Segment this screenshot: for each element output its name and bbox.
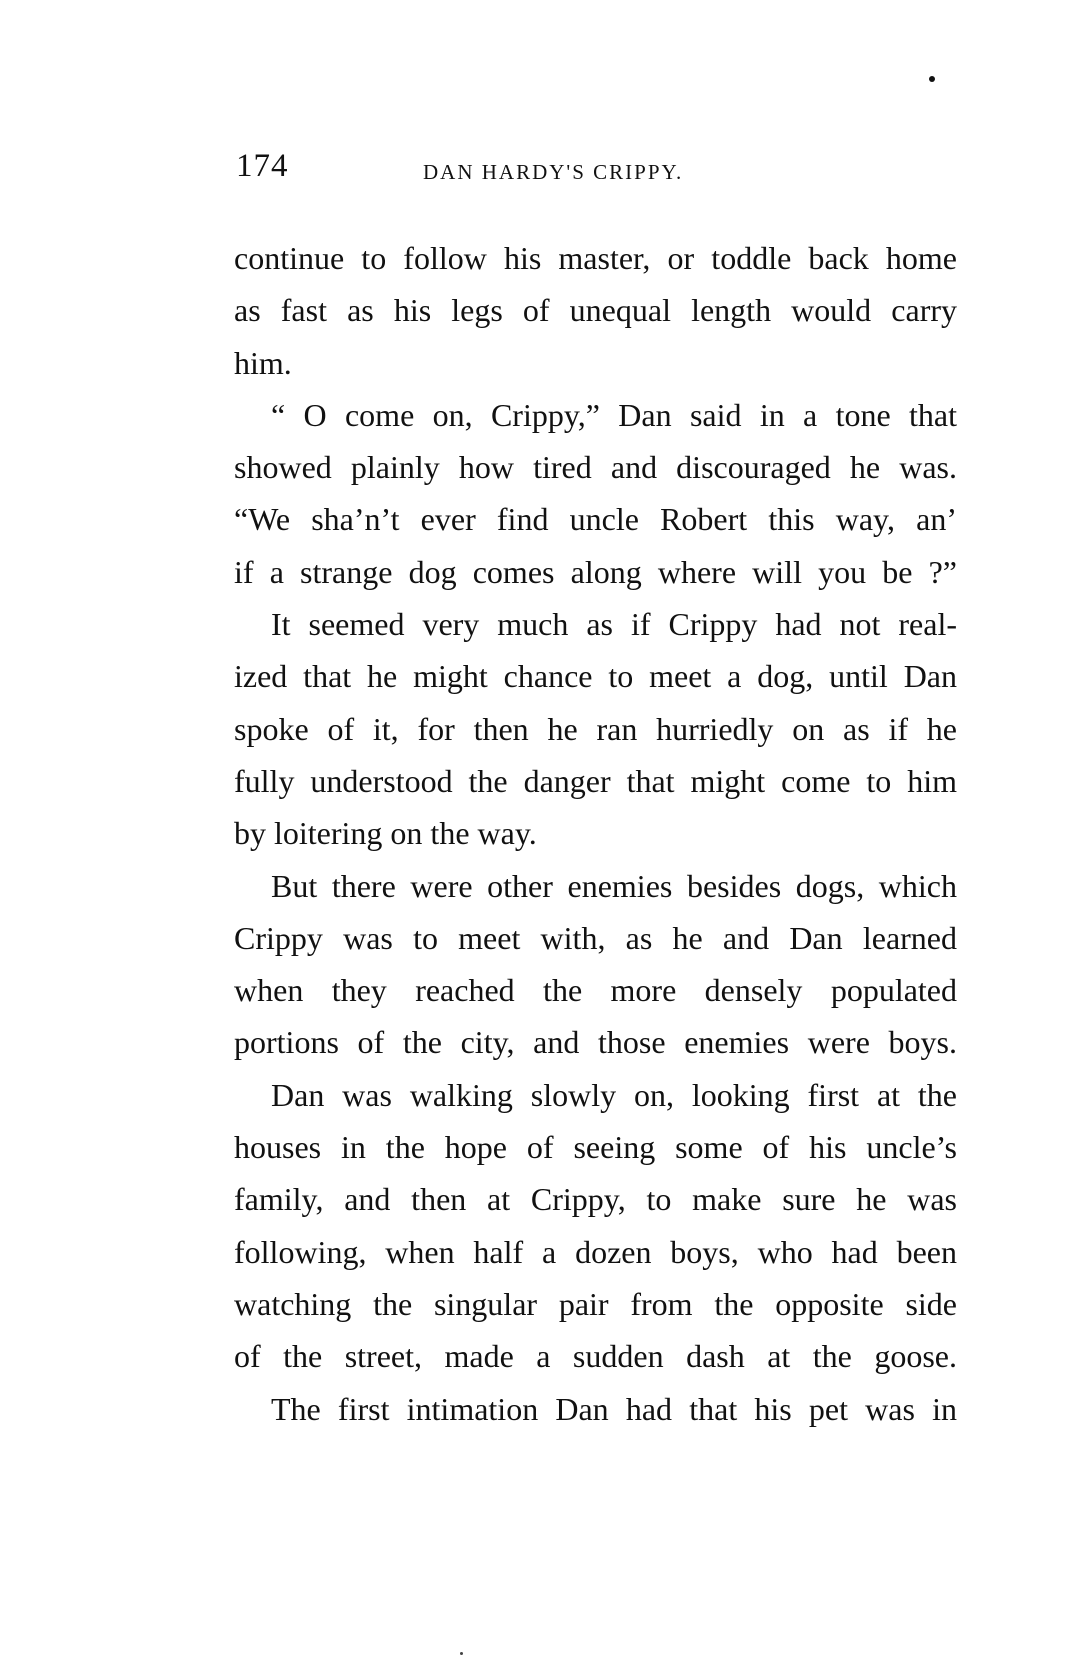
text-line: houses in the hope of seeing some of his uncle’s bbox=[234, 1129, 957, 1166]
text-line: It seemed very much as if Crippy had not real- bbox=[271, 606, 957, 643]
text-line: family, and then at Crippy, to make sure he was bbox=[234, 1181, 957, 1218]
text-line: The first intimation Dan had that his pet was in bbox=[271, 1390, 957, 1427]
page-number: 174 bbox=[236, 148, 289, 184]
text-line: following, when half a dozen boys, who had been bbox=[234, 1233, 957, 1270]
text-line: when they reached the more densely populated bbox=[234, 972, 957, 1009]
ink-speck-bottom bbox=[460, 1652, 463, 1655]
text-line: spoke of it, for then he ran hurriedly on as if he bbox=[234, 710, 957, 747]
text-line: of the street, made a sudden dash at the goose. bbox=[234, 1338, 957, 1375]
text-line: continue to follow his master, or toddle back home bbox=[234, 240, 957, 276]
running-title: DAN HARDY'S CRIPPY. bbox=[423, 160, 684, 184]
text-line: him. bbox=[234, 344, 292, 381]
text-line: watching the singular pair from the opposite side bbox=[234, 1285, 957, 1322]
text-line: portions of the city, and those enemies were boys. bbox=[234, 1024, 957, 1061]
ink-speck bbox=[929, 76, 935, 82]
text-line: Crippy was to meet with, as he and Dan learned bbox=[234, 919, 957, 956]
text-line: “We sha’n’t ever find uncle Robert this way, an’ bbox=[234, 501, 957, 538]
text-line: But there were other enemies besides dogs, which bbox=[271, 867, 957, 904]
text-line: fully understood the danger that might come to him bbox=[234, 762, 957, 799]
text-line: Dan was walking slowly on, looking first at the bbox=[271, 1076, 957, 1113]
text-line: as fast as his legs of unequal length would carry bbox=[234, 292, 957, 329]
text-line: if a strange dog comes along where will you be ?” bbox=[234, 553, 957, 590]
body-text bbox=[234, 232, 957, 1435]
text-line: “ O come on, Crippy,” Dan said in a tone that bbox=[271, 396, 957, 433]
text-line: ized that he might chance to meet a dog, until Dan bbox=[234, 658, 957, 695]
text-line: showed plainly how tired and discouraged he was. bbox=[234, 449, 957, 486]
running-head bbox=[232, 148, 962, 196]
text-line: by loitering on the way. bbox=[234, 815, 537, 852]
